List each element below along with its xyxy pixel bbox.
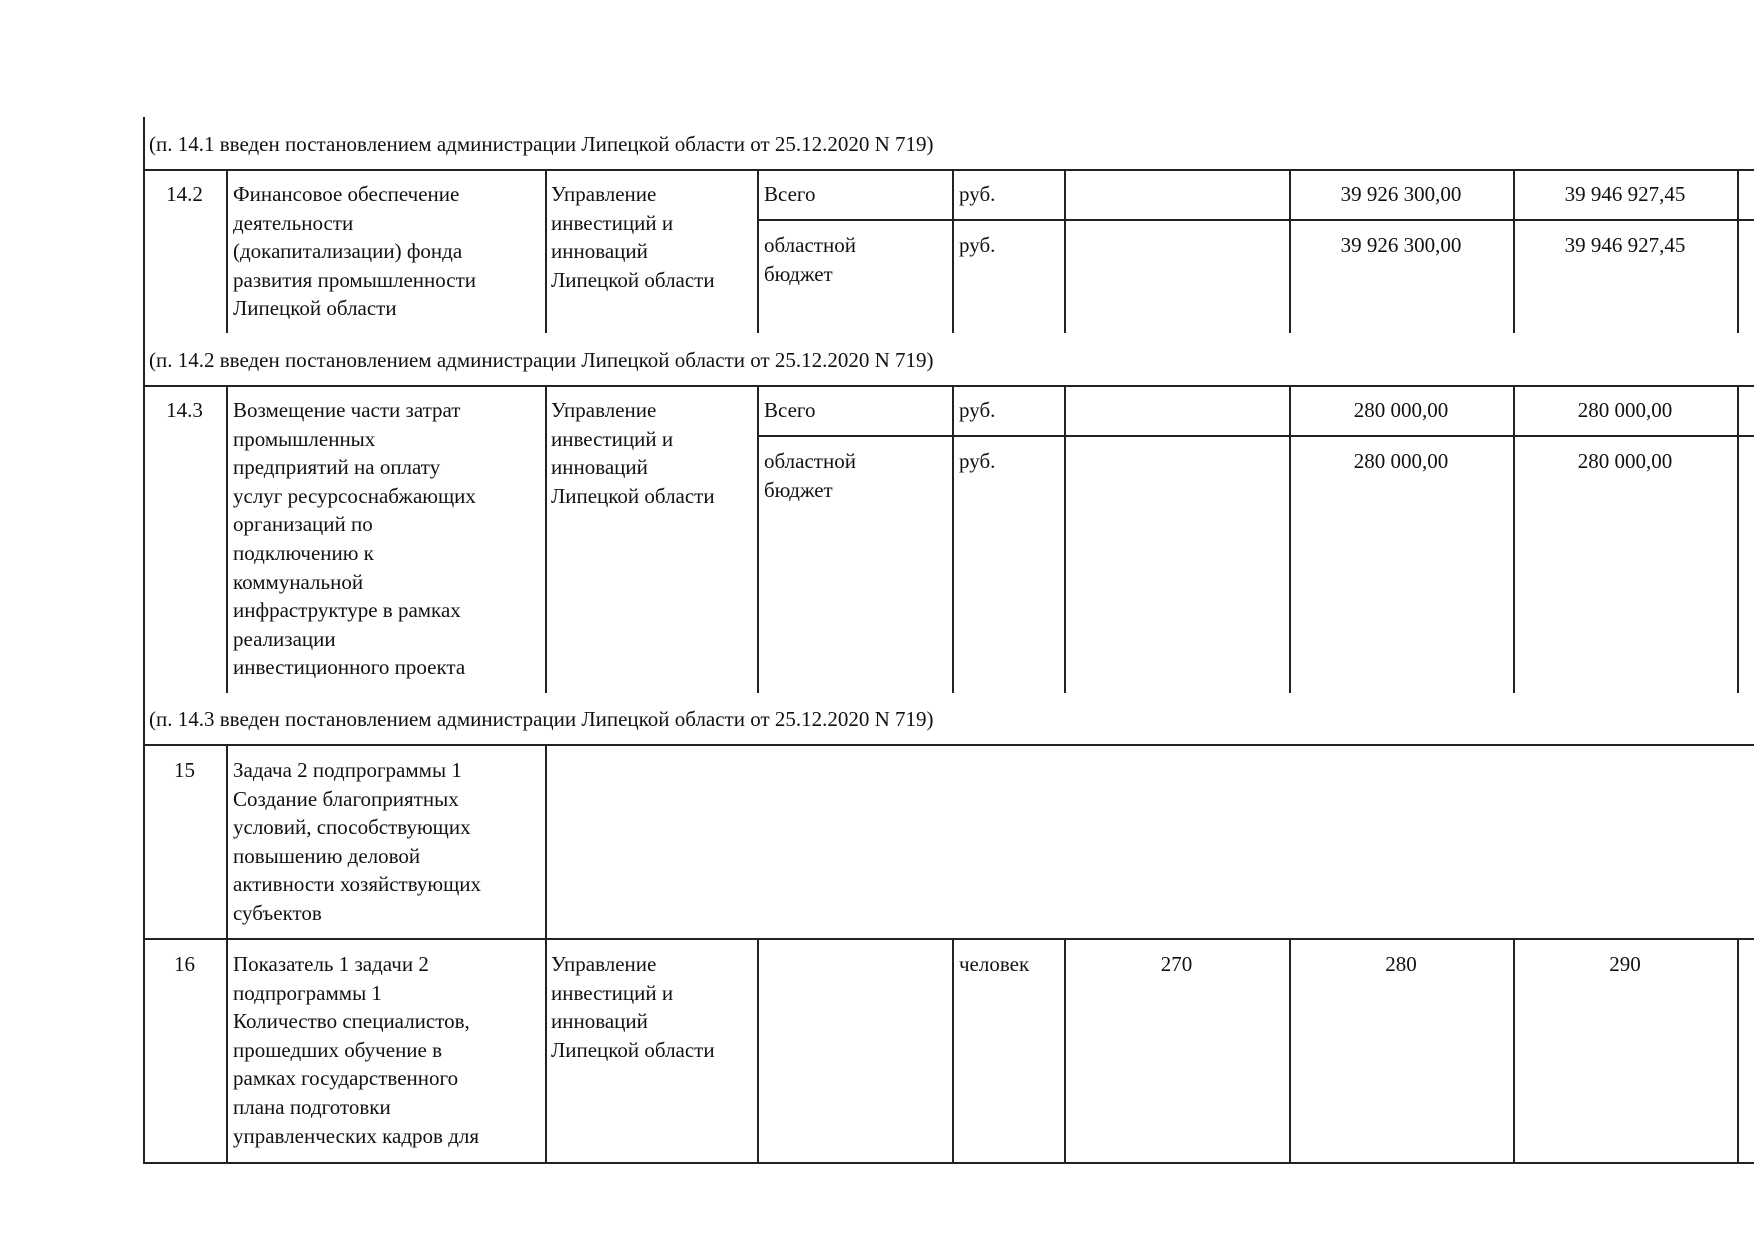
value: 39 946 927,45 [1564,233,1686,257]
row-name: Показатель 1 задачи 2 подпрограммы 1 Количество специалистов, прошедших обучение в рамках государственного плана подготовки управленческих кадров для [233,952,480,1148]
value: 280 000,00 [1577,449,1673,473]
row-executor: Управление инвестиций и инноваций Липецкой области [551,398,715,508]
col-line [1737,169,1739,333]
unit: руб. [959,233,996,257]
col-line [952,938,954,1163]
row-name: Задача 2 подпрограммы 1 Создание благоприятных условий, способствующих повышению деловой активности хозяйствующих субъектов [233,758,482,925]
value: 39 946 927,45 [1564,182,1686,206]
col-line [1737,385,1739,693]
col-line [545,169,547,333]
col-line [1289,385,1291,693]
unit: руб. [959,182,996,206]
value: 280 000,00 [1353,398,1449,422]
col-line [226,385,228,693]
source-regional: областной бюджет [764,449,856,502]
unit: руб. [959,449,996,473]
value: 270 [1160,952,1193,976]
value: 280 000,00 [1577,398,1673,422]
source-regional: областной бюджет [764,233,856,286]
col-line [757,938,759,1163]
col-line [952,169,954,333]
table-bottom-border [143,1162,1754,1164]
value: 280 [1385,952,1417,976]
col-line [1737,938,1739,1163]
amendment-note: (п. 14.1 введен постановлением администрации Липецкой области от 25.12.2020 N 719) [149,132,934,156]
unit: человек [959,952,1030,976]
row-executor: Управление инвестиций и инноваций Липецкой области [551,952,715,1062]
value: 290 [1609,952,1641,976]
amendment-note: (п. 14.3 введен постановлением администрации Липецкой области от 25.12.2020 N 719) [149,707,934,731]
row-number: 14.2 [166,182,203,206]
table-left-border [143,117,145,1163]
col-line [545,385,547,693]
col-line [757,385,759,693]
subrow-divider [757,219,1754,221]
amendment-note: (п. 14.2 введен постановлением администрации Липецкой области от 25.12.2020 N 719) [149,348,934,372]
value: 39 926 300,00 [1340,182,1462,206]
col-line [1064,169,1066,333]
col-line [545,744,547,938]
source-total: Всего [764,182,816,206]
col-line [757,169,759,333]
col-line [545,938,547,1163]
row-name: Возмещение части затрат промышленных предприятий на оплату услуг ресурсоснабжающих организаций по подключению к коммунальной инфраструктуре в рамках реализации инвестиционного проекта [233,398,476,680]
row-number: 16 [174,952,195,976]
col-line [1513,385,1515,693]
row-number: 15 [174,758,195,782]
row-divider [143,744,1754,746]
unit: руб. [959,398,996,422]
source-total: Всего [764,398,816,422]
col-line [226,169,228,333]
value: 280 000,00 [1353,449,1449,473]
row-executor: Управление инвестиций и инноваций Липецкой области [551,182,715,292]
row-name: Финансовое обеспечение деятельности (докапитализации) фонда развития промышленности Липецкой области [233,182,477,321]
col-line [1064,385,1066,693]
value: 39 926 300,00 [1340,233,1462,257]
col-line [226,744,228,938]
row-number: 14.3 [166,398,203,422]
col-line [952,385,954,693]
subrow-divider [757,435,1754,437]
col-line [226,938,228,1163]
